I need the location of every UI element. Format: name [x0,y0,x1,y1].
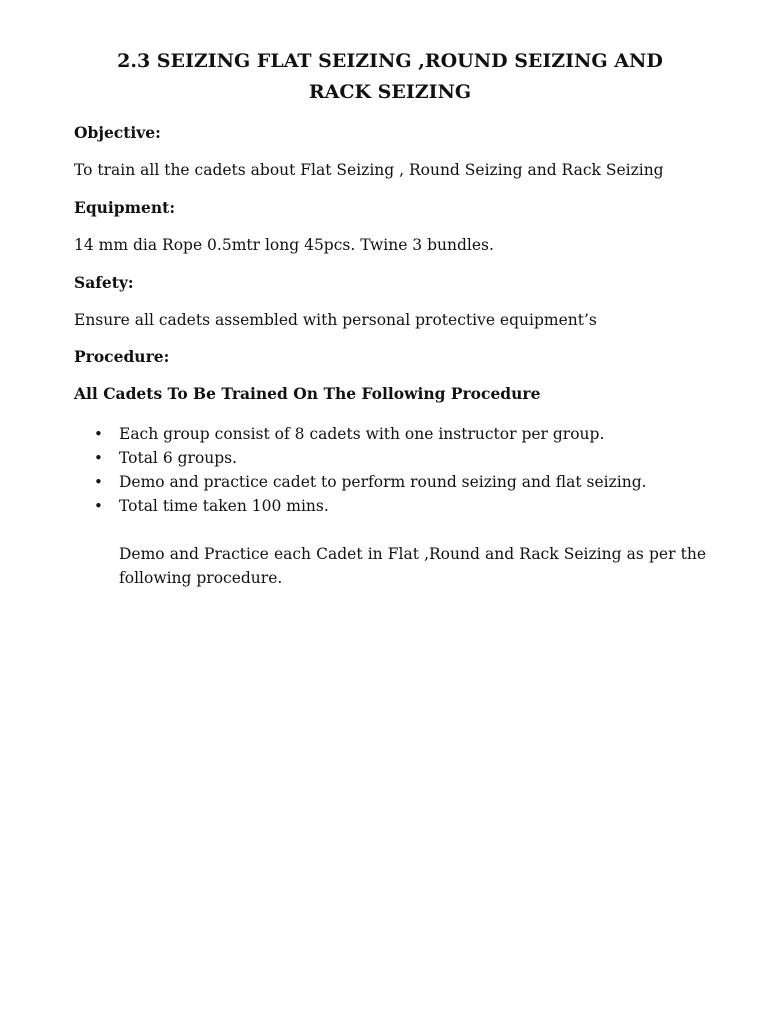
list-item [74,422,647,446]
procedure-heading: Procedure: [74,347,170,366]
procedure-bullet-list [74,422,647,518]
bullet-icon: • [94,449,103,467]
objective-text: To train all the cadets about Flat Seizing , Round Seizing and Rack Seizing [74,161,664,179]
list-item-text: Total time taken 100 mins. [119,497,329,515]
procedure-subheading: All Cadets To Be Trained On The Following Procedure [74,384,541,403]
safety-text: Ensure all cadets assembled with personal protective equipment’s [74,311,597,329]
list-item [74,470,647,494]
safety-heading: Safety: [74,273,134,292]
page-title-line-1: 2.3 SEIZING FLAT SEIZING ,ROUND SEIZING AND [117,50,663,72]
list-item-text: Each group consist of 8 cadets with one instructor per group. [119,425,605,443]
procedure-paragraph: Demo and Practice each Cadet in Flat ,Round and Rack Seizing as per the following procedure. [119,545,706,587]
list-item [74,494,647,518]
list-item-text: Total 6 groups. [119,449,238,467]
equipment-text: 14 mm dia Rope 0.5mtr long 45pcs. Twine 3 bundles. [74,236,494,254]
objective-heading: Objective: [74,123,161,142]
bullet-icon: • [94,497,103,515]
list-item [74,446,647,470]
bullet-icon: • [94,425,103,443]
list-item-text: Demo and practice cadet to perform round seizing and flat seizing. [119,473,647,491]
equipment-heading: Equipment: [74,198,176,217]
page-title-line-2: RACK SEIZING [308,81,472,103]
page-title [74,46,706,108]
bullet-icon: • [94,473,103,491]
